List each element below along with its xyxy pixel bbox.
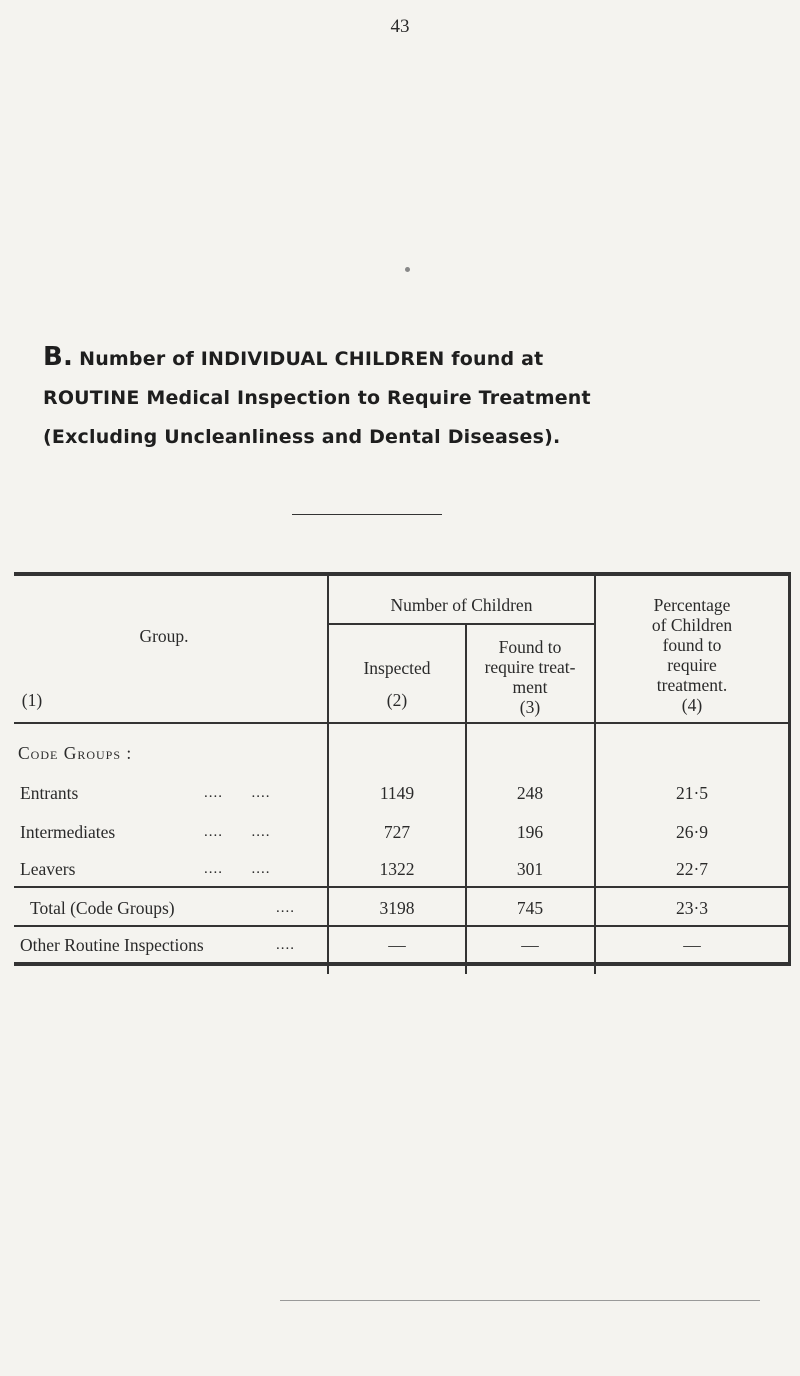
table-right-border (788, 572, 791, 966)
header-pct-line-5: treatment. (656, 675, 728, 695)
leader-dots: .... .... (204, 861, 271, 877)
header-found (466, 637, 594, 717)
treatment-table (14, 572, 791, 957)
header-pct-line-1: Percentage (653, 595, 731, 615)
total-bottom-line (14, 925, 791, 927)
subheader-line (329, 623, 594, 625)
header-pct-line-2: of Children (651, 615, 733, 635)
header-percentage (596, 595, 788, 715)
total-group: Total (Code Groups) (30, 898, 175, 918)
header-group-num: (1) (21, 690, 43, 710)
leader-dots: .... (276, 937, 295, 953)
row-found: 196 (516, 822, 544, 842)
header-found-num: (3) (519, 697, 541, 717)
total-top-line (14, 886, 791, 888)
row-group: Leavers (20, 859, 76, 879)
row-group: Entrants (20, 783, 79, 803)
header-inspected: Inspected (363, 658, 431, 678)
divider-rule (292, 514, 442, 515)
row-inspected: 1149 (379, 783, 415, 803)
other-percentage: — (683, 935, 701, 955)
header-pct-line-3: found to (662, 635, 722, 655)
header-found-line-3: ment (512, 677, 548, 697)
other-found: — (521, 935, 539, 955)
leader-dots: .... (276, 900, 295, 916)
section-letter: B. (43, 342, 74, 372)
total-percentage: 23·3 (675, 898, 709, 918)
heading-line-3: (Excluding Uncleanliness and Dental Diseases). (43, 426, 561, 448)
row-percentage: 21·5 (675, 783, 709, 803)
header-pct-line-4: require (667, 655, 717, 675)
section-label-code-groups: Code Groups : (18, 743, 133, 763)
heading-line-1-text: Number of INDIVIDUAL CHILDREN found at (79, 348, 544, 370)
leader-dots: .... .... (204, 824, 271, 840)
header-number-of-children: Number of Children (390, 595, 533, 615)
header-found-line-1: Found to (498, 637, 562, 657)
header-bottom-line (14, 722, 791, 724)
show-through-line (280, 1300, 760, 1301)
header-inspected-num: (2) (386, 690, 408, 710)
header-pct-num: (4) (681, 695, 703, 715)
row-found: 248 (516, 783, 544, 803)
header-group: Group. (139, 626, 189, 646)
other-group: Other Routine Inspections (20, 935, 204, 955)
other-inspected: — (388, 935, 406, 955)
table-bottom-border (14, 962, 791, 966)
table-top-border (14, 572, 791, 576)
section-heading (43, 338, 763, 457)
leader-dots: .... .... (204, 785, 271, 801)
row-percentage: 26·9 (675, 822, 709, 842)
heading-line-1 (43, 338, 763, 379)
row-inspected: 727 (383, 822, 411, 842)
row-found: 301 (516, 859, 544, 879)
row-inspected: 1322 (379, 859, 415, 879)
page-number: 43 (390, 16, 410, 37)
total-found: 745 (516, 898, 544, 918)
stray-mark (405, 267, 410, 272)
total-inspected: 3198 (379, 898, 415, 918)
row-group: Intermediates (20, 822, 116, 842)
header-found-line-2: require treat- (484, 657, 576, 677)
heading-line-2: ROUTINE Medical Inspection to Require Treatment (43, 387, 591, 409)
row-percentage: 22·7 (675, 859, 709, 879)
